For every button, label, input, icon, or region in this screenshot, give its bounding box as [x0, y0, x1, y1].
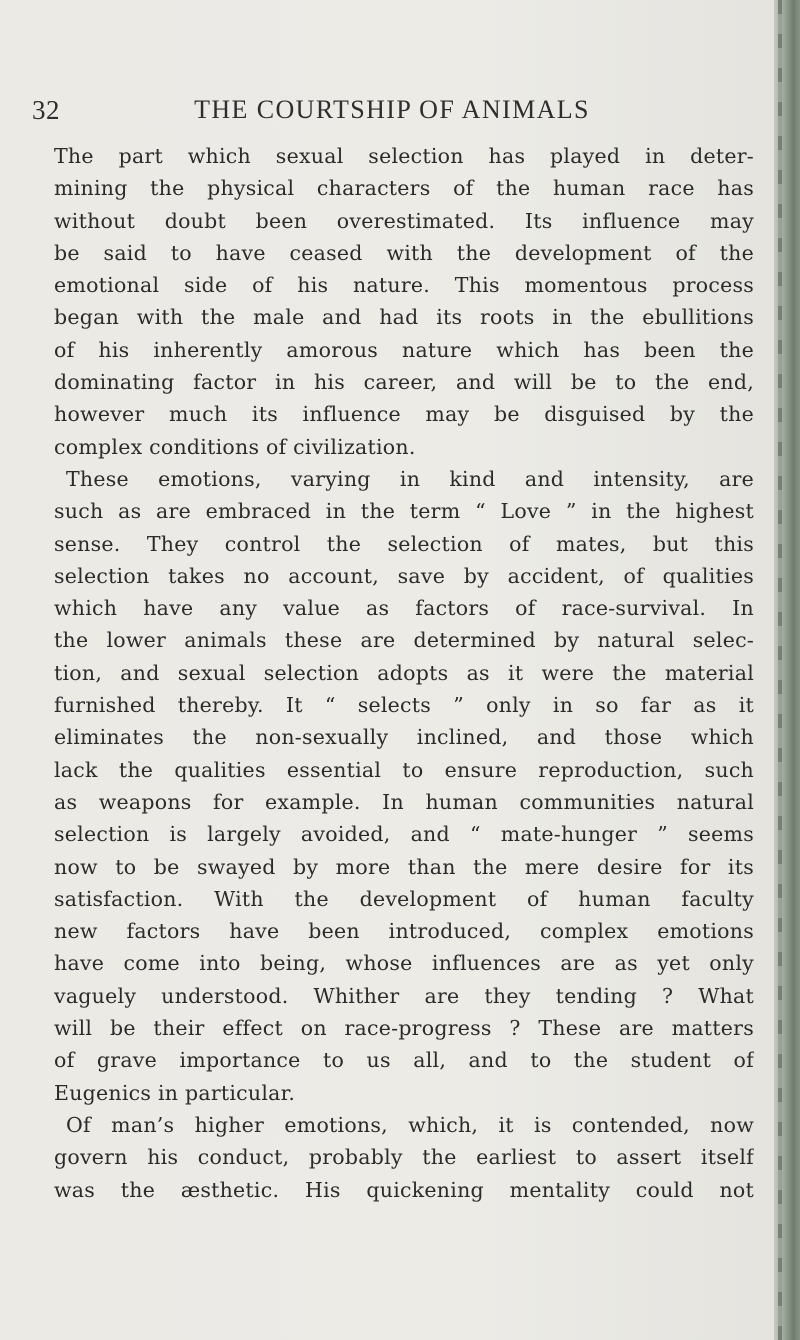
text-line: govern his conduct, probably the earliest to assert itself	[54, 1145, 754, 1170]
text-line: new factors have been introduced, complex emotions	[54, 919, 754, 944]
text-line: be said to have ceased with the development of the	[54, 240, 754, 265]
text-line: lack the qualities essential to ensure reproduction, such	[54, 757, 754, 782]
text-line: began with the male and had its roots in the ebullitions	[54, 305, 754, 330]
text-line: vaguely understood. Whither are they tending ? What	[54, 983, 754, 1008]
text-line: complex conditions of civilization.	[54, 434, 416, 459]
text-line: of his inherently amorous nature which has been the	[54, 337, 754, 362]
text-line: satisfaction. With the development of human faculty	[54, 886, 754, 911]
text-line: now to be swayed by more than the mere desire for its	[54, 854, 754, 879]
text-line: however much its influence may be disguised by the	[54, 402, 754, 427]
page-header	[32, 92, 752, 128]
text-line: The part which sexual selection has played in deter-	[54, 144, 754, 168]
text-line: dominating factor in his career, and will be to the end,	[54, 370, 754, 395]
text-line: the lower animals these are determined by natural selec-	[54, 628, 754, 653]
page-binding-edge	[774, 0, 800, 1340]
text-line: Eugenics in particular.	[54, 1080, 296, 1105]
text-line: emotional side of his nature. This momentous process	[54, 273, 754, 298]
text-line: selection takes no account, save by accident, of qualities	[54, 563, 754, 588]
text-line: furnished thereby. It “ selects ” only in so far as it	[54, 693, 754, 718]
text-line: Of man’s higher emotions, which, it is contended, now	[66, 1112, 754, 1137]
text-line: was the æsthetic. His quickening mentality could not	[54, 1177, 754, 1202]
text-line: such as are embraced in the term “ Love ” in the highest	[54, 499, 754, 524]
text-line: These emotions, varying in kind and intensity, are	[66, 466, 754, 491]
text-line: which have any value as factors of race-survival. In	[54, 596, 754, 621]
text-line: sense. They control the selection of mates, but this	[54, 531, 754, 556]
running-head: THE COURTSHIP OF ANIMALS	[194, 95, 590, 124]
text-line: as weapons for example. In human communities natural	[54, 789, 754, 814]
text-line: tion, and sexual selection adopts as it were the material	[54, 660, 754, 685]
text-line: will be their effect on race-progress ? These are matters	[54, 1016, 754, 1041]
text-line: eliminates the non-sexually inclined, and those which	[54, 725, 754, 750]
text-line: mining the physical characters of the human race has	[54, 176, 754, 201]
page-number: 32	[32, 95, 60, 125]
body-text	[54, 140, 754, 1206]
text-line: of grave importance to us all, and to the student of	[54, 1048, 754, 1073]
text-line: have come into being, whose influences are as yet only	[54, 951, 754, 976]
text-line: without doubt been overestimated. Its influence may	[54, 208, 754, 233]
text-line: selection is largely avoided, and “ mate-hunger ” seems	[54, 822, 754, 847]
